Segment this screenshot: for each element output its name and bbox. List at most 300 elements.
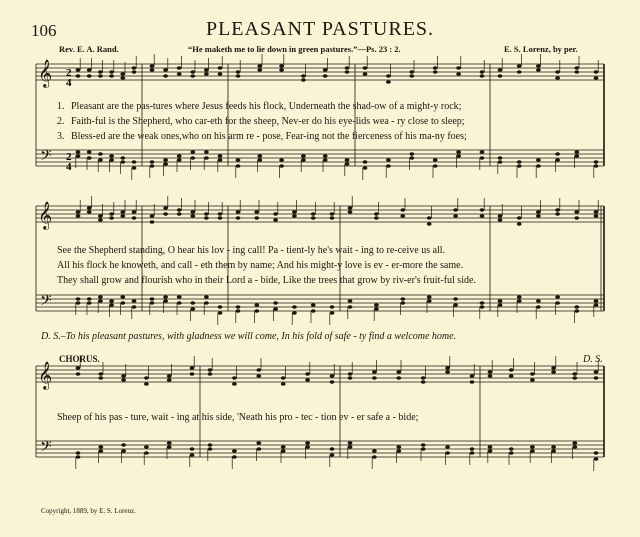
- note-head: [109, 70, 114, 74]
- note-head: [348, 299, 353, 303]
- note-head: [150, 64, 155, 68]
- note-head: [551, 366, 556, 370]
- note-head: [204, 216, 209, 220]
- note-head: [76, 154, 81, 158]
- note-head: [76, 455, 81, 459]
- note-head: [400, 208, 405, 212]
- note-head: [348, 210, 353, 214]
- note-head: [574, 305, 579, 309]
- note-head: [279, 64, 284, 68]
- note-head: [254, 216, 259, 220]
- note-head: [150, 164, 155, 168]
- note-head: [109, 216, 114, 220]
- note-head: [480, 208, 485, 212]
- note-head: [76, 366, 81, 370]
- scripture-epigraph: “He maketh me to lie down in green pastures.”—Ps. 23 : 2.: [188, 44, 401, 54]
- note-head: [330, 311, 335, 315]
- note-head: [109, 74, 114, 78]
- note-head: [470, 374, 475, 378]
- note-head: [594, 70, 599, 74]
- note-head: [530, 378, 535, 382]
- note-head: [257, 158, 262, 162]
- note-head: [163, 68, 168, 72]
- note-head: [98, 299, 103, 303]
- note-head: [144, 376, 149, 380]
- note-head: [480, 156, 485, 160]
- note-head: [273, 212, 278, 216]
- note-head: [98, 158, 103, 162]
- note-head: [453, 297, 458, 301]
- page-number: 106: [31, 21, 57, 40]
- note-head: [427, 299, 432, 303]
- note-head: [120, 295, 125, 299]
- note-head: [150, 220, 155, 224]
- note-head: [427, 295, 432, 299]
- note-head: [254, 210, 259, 214]
- note-head: [330, 374, 335, 378]
- note-head: [374, 307, 379, 311]
- note-head: [555, 212, 560, 216]
- note-head: [150, 68, 155, 72]
- note-head: [132, 210, 137, 214]
- note-head: [132, 305, 137, 309]
- note-head: [236, 216, 241, 220]
- note-head: [536, 158, 541, 162]
- note-head: [273, 301, 278, 305]
- note-head: [132, 70, 137, 74]
- note-head: [218, 305, 223, 309]
- note-head: [572, 445, 577, 449]
- note-head: [330, 380, 335, 384]
- note-head: [555, 70, 560, 74]
- note-head: [254, 303, 259, 307]
- note-head: [177, 66, 182, 70]
- note-head: [348, 206, 353, 210]
- note-head: [509, 374, 514, 378]
- note-head: [150, 301, 155, 305]
- note-head: [190, 301, 195, 305]
- note-head: [204, 156, 209, 160]
- note-head: [323, 158, 328, 162]
- note-head: [190, 70, 195, 74]
- note-head: [323, 74, 328, 78]
- clef-symbols: [38, 59, 52, 459]
- note-head: [572, 376, 577, 380]
- note-head: [167, 374, 172, 378]
- note-head: [236, 74, 241, 78]
- note-head: [480, 214, 485, 218]
- note-head: [281, 449, 286, 453]
- note-head: [204, 150, 209, 154]
- note-head: [76, 214, 81, 218]
- note-head: [555, 158, 560, 162]
- note-head: [87, 206, 92, 210]
- time-signature-top: 2: [66, 151, 72, 163]
- note-head: [292, 311, 297, 315]
- note-head: [498, 299, 503, 303]
- note-head: [536, 164, 541, 168]
- note-head: [236, 70, 241, 74]
- time-signature-bottom: 4: [66, 161, 72, 173]
- copyright-notice: Copyright, 1889, by E. S. Lorenz.: [41, 507, 136, 515]
- da-segno-line: D. S.–To his pleasant pastures, with gladness we will come, In his fold of safe - ty find a welcome home.: [41, 331, 457, 342]
- note-head: [87, 74, 92, 78]
- note-head: [555, 301, 560, 305]
- note-head: [120, 160, 125, 164]
- note-head: [345, 66, 350, 70]
- verse-3-line-2: They shall grow and flourish who in their Lord a - bide, Like the trees that grow by riv-er's fruit-ful side.: [57, 275, 476, 286]
- note-head: [517, 222, 522, 226]
- note-head: [551, 449, 556, 453]
- note-head: [236, 309, 241, 313]
- note-head: [98, 372, 103, 376]
- note-head: [204, 68, 209, 72]
- note-head: [555, 152, 560, 156]
- note-head: [445, 451, 450, 455]
- note-head: [120, 214, 125, 218]
- note-head: [87, 68, 92, 72]
- note-head: [530, 372, 535, 376]
- note-head: [204, 212, 209, 216]
- time-signature-top: 2: [66, 67, 72, 79]
- note-head: [530, 445, 535, 449]
- note-head: [594, 76, 599, 80]
- note-head: [330, 447, 335, 451]
- note-head: [594, 214, 599, 218]
- note-head: [396, 370, 401, 374]
- note-head: [409, 74, 414, 78]
- note-head: [190, 447, 195, 451]
- note-head: [509, 368, 514, 372]
- note-head: [273, 218, 278, 222]
- note-head: [208, 372, 213, 376]
- note-head: [480, 301, 485, 305]
- note-head: [98, 214, 103, 218]
- note-head: [256, 441, 261, 445]
- note-head: [386, 74, 391, 78]
- note-head: [190, 307, 195, 311]
- note-head: [257, 154, 262, 158]
- note-head: [536, 214, 541, 218]
- note-head: [517, 160, 522, 164]
- note-head: [433, 70, 438, 74]
- note-head: [517, 299, 522, 303]
- note-head: [150, 214, 155, 218]
- note-head: [445, 366, 450, 370]
- note-head: [386, 164, 391, 168]
- note-head: [109, 154, 114, 158]
- note-head: [163, 158, 168, 162]
- note-head: [281, 376, 286, 380]
- note-head: [167, 441, 172, 445]
- note-head: [109, 158, 114, 162]
- note-head: [396, 449, 401, 453]
- note-head: [409, 152, 414, 156]
- note-head: [150, 160, 155, 164]
- note-head: [292, 305, 297, 309]
- note-head: [374, 212, 379, 216]
- note-head: [498, 74, 503, 78]
- note-head: [517, 164, 522, 168]
- note-head: [190, 214, 195, 218]
- note-head: [98, 74, 103, 78]
- bass-clef-icon: 𝄢: [40, 147, 52, 168]
- treble-clef-icon: 𝄞: [38, 59, 53, 87]
- note-head: [536, 68, 541, 72]
- note-head: [177, 72, 182, 76]
- note-head: [98, 376, 103, 380]
- note-head: [330, 305, 335, 309]
- note-head: [279, 158, 284, 162]
- note-head: [109, 212, 114, 216]
- note-head: [98, 218, 103, 222]
- note-head: [204, 295, 209, 299]
- note-head: [509, 451, 514, 455]
- note-head: [409, 156, 414, 160]
- note-head: [120, 76, 125, 80]
- note-head: [372, 370, 377, 374]
- composer-credit: E. S. Lorenz, by per.: [504, 44, 578, 54]
- note-head: [574, 154, 579, 158]
- note-head: [256, 368, 261, 372]
- note-head: [177, 212, 182, 216]
- note-head: [330, 212, 335, 216]
- note-head: [330, 453, 335, 457]
- note-head: [218, 212, 223, 216]
- note-head: [121, 374, 126, 378]
- note-head: [433, 164, 438, 168]
- note-head: [421, 443, 426, 447]
- note-head: [236, 305, 241, 309]
- note-head: [348, 305, 353, 309]
- note-head: [163, 74, 168, 78]
- note-head: [218, 311, 223, 315]
- note-head: [574, 70, 579, 74]
- note-head: [208, 443, 213, 447]
- note-head: [292, 214, 297, 218]
- note-head: [372, 455, 377, 459]
- note-head: [218, 72, 223, 76]
- note-head: [555, 295, 560, 299]
- note-head: [232, 376, 237, 380]
- note-head: [190, 156, 195, 160]
- note-head: [470, 451, 475, 455]
- note-head: [301, 78, 306, 82]
- note-head: [498, 68, 503, 72]
- note-head: [121, 443, 126, 447]
- note-head: [177, 154, 182, 158]
- note-head: [572, 441, 577, 445]
- note-head: [400, 301, 405, 305]
- chorus-lyric: Sheep of his pas - ture, wait - ing at his side, 'Neath his pro - tec - tion ev - er safe a - bide;: [57, 412, 419, 423]
- note-head: [76, 210, 81, 214]
- note-head: [76, 297, 81, 301]
- note-head: [536, 305, 541, 309]
- note-head: [594, 376, 599, 380]
- note-head: [517, 64, 522, 68]
- note-head: [421, 376, 426, 380]
- note-head: [305, 378, 310, 382]
- note-head: [456, 154, 461, 158]
- note-head: [536, 64, 541, 68]
- note-head: [456, 66, 461, 70]
- note-head: [372, 376, 377, 380]
- note-head: [121, 449, 126, 453]
- note-head: [177, 158, 182, 162]
- note-head: [190, 372, 195, 376]
- note-head: [363, 160, 368, 164]
- note-head: [517, 216, 522, 220]
- note-head: [76, 301, 81, 305]
- note-head: [594, 299, 599, 303]
- verse-2-line-1: 2. Faith-ful is the Shepherd, who car-eth for the sheep, Nev-er do his eye-lids wea - ry close to sleep;: [57, 116, 465, 127]
- note-head: [396, 445, 401, 449]
- note-head: [190, 366, 195, 370]
- note-head: [132, 216, 137, 220]
- note-head: [470, 380, 475, 384]
- note-head: [163, 295, 168, 299]
- note-head: [453, 303, 458, 307]
- note-head: [453, 214, 458, 218]
- note-head: [488, 445, 493, 449]
- note-head: [421, 447, 426, 451]
- note-head: [132, 299, 137, 303]
- note-head: [177, 208, 182, 212]
- note-head: [256, 374, 261, 378]
- note-head: [488, 449, 493, 453]
- note-head: [348, 445, 353, 449]
- note-head: [301, 158, 306, 162]
- note-head: [236, 164, 241, 168]
- note-head: [456, 150, 461, 154]
- note-head: [509, 447, 514, 451]
- note-head: [498, 156, 503, 160]
- note-head: [76, 74, 81, 78]
- note-head: [572, 372, 577, 376]
- note-head: [409, 70, 414, 74]
- verse-3-line-1: 3. Bless-ed are the weak ones,who on his arm re - pose, Fear-ing not the fierceness of his ma-ny foes;: [57, 131, 467, 142]
- note-head: [594, 160, 599, 164]
- note-head: [236, 158, 241, 162]
- note-head: [98, 152, 103, 156]
- chorus-label: CHORUS.: [59, 354, 100, 364]
- note-head: [76, 451, 81, 455]
- note-head: [232, 455, 237, 459]
- note-head: [400, 297, 405, 301]
- bass-clef-icon: 𝄢: [40, 292, 52, 313]
- note-head: [218, 66, 223, 70]
- note-head: [574, 309, 579, 313]
- note-head: [232, 382, 237, 386]
- note-head: [190, 210, 195, 214]
- note-head: [517, 295, 522, 299]
- hymn-title: PLEASANT PASTURES.: [205, 18, 435, 40]
- note-head: [279, 164, 284, 168]
- note-head: [433, 66, 438, 70]
- note-head: [311, 216, 316, 220]
- note-head: [445, 370, 450, 374]
- note-head: [574, 216, 579, 220]
- note-head: [488, 370, 493, 374]
- note-head: [87, 297, 92, 301]
- note-head: [177, 301, 182, 305]
- note-head: [345, 70, 350, 74]
- note-head: [311, 212, 316, 216]
- note-head: [292, 210, 297, 214]
- note-head: [551, 445, 556, 449]
- note-head: [279, 68, 284, 72]
- note-head: [374, 303, 379, 307]
- note-head: [480, 150, 485, 154]
- note-head: [163, 162, 168, 166]
- note-head: [109, 299, 114, 303]
- da-segno-mark: D. S.: [583, 354, 603, 365]
- note-head: [256, 447, 261, 451]
- note-head: [427, 222, 432, 226]
- note-head: [323, 68, 328, 72]
- note-head: [163, 299, 168, 303]
- note-head: [273, 307, 278, 311]
- note-head: [594, 451, 599, 455]
- note-head: [218, 216, 223, 220]
- note-head: [374, 216, 379, 220]
- note-head: [167, 445, 172, 449]
- note-head: [144, 451, 149, 455]
- note-head: [470, 447, 475, 451]
- note-head: [120, 72, 125, 76]
- bass-clef-icon: 𝄢: [40, 438, 52, 459]
- note-head: [301, 74, 306, 78]
- note-head: [144, 382, 149, 386]
- note-head: [594, 303, 599, 307]
- note-head: [87, 210, 92, 214]
- note-head: [396, 376, 401, 380]
- note-head: [427, 216, 432, 220]
- note-head: [594, 370, 599, 374]
- note-head: [555, 76, 560, 80]
- note-head: [98, 449, 103, 453]
- note-head: [594, 164, 599, 168]
- note-head: [594, 210, 599, 214]
- note-head: [574, 150, 579, 154]
- note-head: [208, 447, 213, 451]
- note-head: [433, 158, 438, 162]
- note-head: [400, 214, 405, 218]
- note-head: [456, 72, 461, 76]
- note-head: [281, 382, 286, 386]
- note-head: [257, 68, 262, 72]
- note-head: [594, 457, 599, 461]
- note-head: [218, 154, 223, 158]
- author-credit: Rev. E. A. Rand.: [59, 44, 119, 54]
- note-head: [574, 66, 579, 70]
- note-head: [76, 68, 81, 72]
- note-head: [348, 376, 353, 380]
- note-head: [574, 210, 579, 214]
- note-head: [120, 210, 125, 214]
- note-head: [163, 212, 168, 216]
- note-head: [236, 210, 241, 214]
- note-head: [536, 210, 541, 214]
- note-head: [190, 74, 195, 78]
- note-head: [480, 305, 485, 309]
- note-head: [132, 66, 137, 70]
- note-head: [190, 150, 195, 154]
- note-head: [536, 299, 541, 303]
- note-head: [311, 309, 316, 313]
- note-head: [305, 372, 310, 376]
- note-head: [301, 154, 306, 158]
